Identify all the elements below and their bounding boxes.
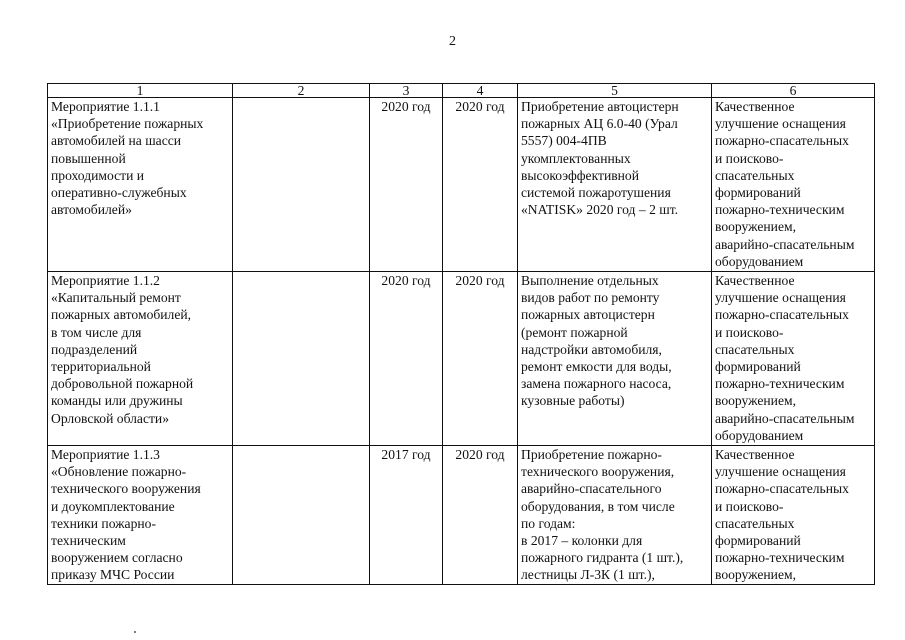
end-year-cell: 2020 год bbox=[443, 446, 518, 585]
column-header: 6 bbox=[712, 84, 875, 98]
column-header: 3 bbox=[370, 84, 443, 98]
column-header: 4 bbox=[443, 84, 518, 98]
description-cell: Приобретение пожарно- технического вооружения, аварийно-спасательного оборудования, в том числе по годам: в 2017 – колонки для пожарного гидранта (1 шт.), лестницы Л-3К (1 шт.), bbox=[518, 446, 712, 585]
empty-cell bbox=[233, 446, 370, 585]
empty-cell bbox=[233, 272, 370, 446]
table-row bbox=[48, 272, 875, 446]
empty-cell bbox=[233, 98, 370, 272]
measures-table bbox=[47, 83, 875, 585]
result-cell: Качественное улучшение оснащения пожарно-спасательных и поисково- спасательных формирований пожарно-техническим вооружением, аварийно-спасательным оборудованием bbox=[712, 272, 875, 446]
measure-cell: Мероприятие 1.1.2 «Капитальный ремонт пожарных автомобилей, в том числе для подразделений территориальной добровольной пожарной команды или дружины Орловской области» bbox=[48, 272, 233, 446]
result-cell: Качественное улучшение оснащения пожарно-спасательных и поисково- спасательных формирований пожарно-техническим вооружением, аварийно-спасательным оборудованием bbox=[712, 98, 875, 272]
end-year-cell: 2020 год bbox=[443, 272, 518, 446]
measure-cell: Мероприятие 1.1.3 «Обновление пожарно- технического вооружения и доукомплектование техники пожарно- техническим вооружением согласно приказу МЧС России bbox=[48, 446, 233, 585]
table-row bbox=[48, 446, 875, 585]
table-header-row bbox=[48, 84, 875, 98]
start-year-cell: 2017 год bbox=[370, 446, 443, 585]
table-row bbox=[48, 98, 875, 272]
column-header: 1 bbox=[48, 84, 233, 98]
measure-cell: Мероприятие 1.1.1 «Приобретение пожарных автомобилей на шасси повышенной проходимости и оперативно-служебных автомобилей» bbox=[48, 98, 233, 272]
start-year-cell: 2020 год bbox=[370, 98, 443, 272]
description-cell: Приобретение автоцистерн пожарных АЦ 6.0-40 (Урал 5557) 004-4ПВ укомплектованных высокоэффективной системой пожаротушения «NATISK» 2020 год – 2 шт. bbox=[518, 98, 712, 272]
start-year-cell: 2020 год bbox=[370, 272, 443, 446]
result-cell: Качественное улучшение оснащения пожарно-спасательных и поисково- спасательных формирований пожарно-техническим вооружением, bbox=[712, 446, 875, 585]
column-header: 2 bbox=[233, 84, 370, 98]
description-cell: Выполнение отдельных видов работ по ремонту пожарных автоцистерн (ремонт пожарной надстройки автомобиля, ремонт емкости для воды, замена пожарного насоса, кузовные работы) bbox=[518, 272, 712, 446]
end-year-cell: 2020 год bbox=[443, 98, 518, 272]
page-number: 2 bbox=[449, 34, 456, 49]
column-header: 5 bbox=[518, 84, 712, 98]
scan-speck bbox=[134, 631, 136, 633]
